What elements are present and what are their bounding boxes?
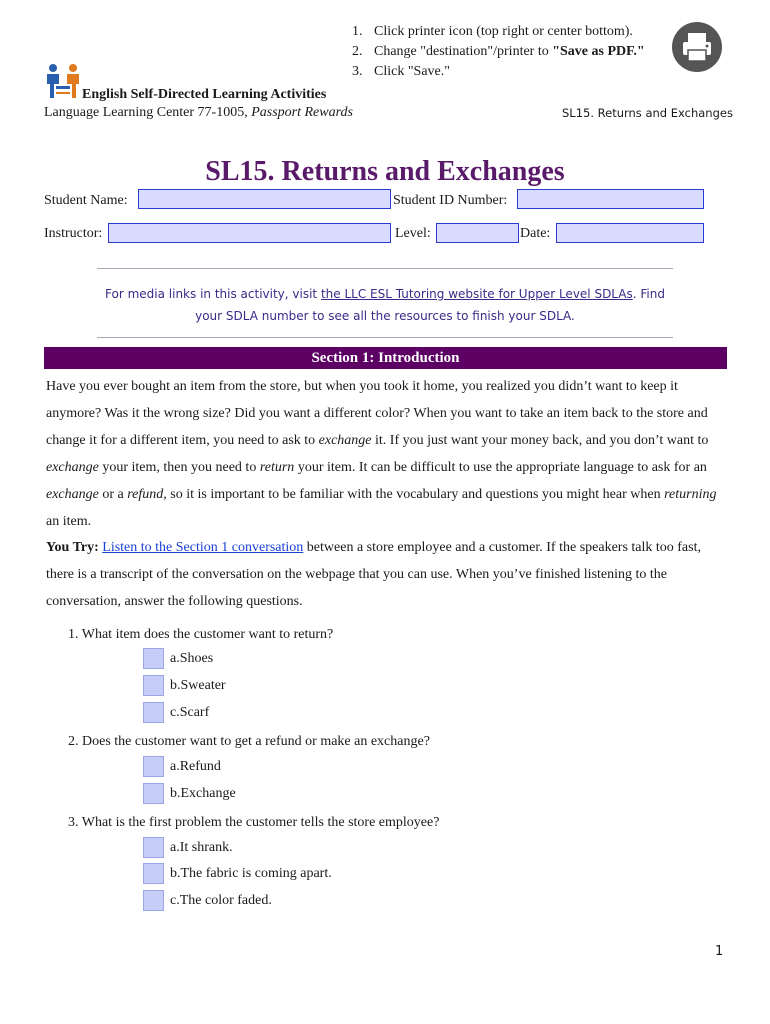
student-id-field[interactable] bbox=[517, 189, 704, 209]
question-1: 1. What item does the customer want to return? bbox=[68, 627, 334, 642]
checkbox[interactable] bbox=[143, 675, 164, 696]
organization-title: English Self-Directed Learning Activities bbox=[82, 87, 327, 102]
printer-icon[interactable] bbox=[672, 22, 722, 72]
checkbox[interactable] bbox=[143, 756, 164, 777]
tutoring-website-link[interactable]: the LLC ESL Tutoring website for Upper Level SDLAs bbox=[320, 287, 633, 301]
date-label: Date: bbox=[520, 226, 551, 241]
checkbox[interactable] bbox=[143, 648, 164, 669]
page-number: 1 bbox=[715, 944, 724, 959]
student-name-field[interactable] bbox=[138, 189, 391, 209]
instructor-label: Instructor: bbox=[44, 226, 103, 241]
activity-code: SL15. Returns and Exchanges bbox=[562, 106, 733, 120]
instruction-2: 2. Change "destination"/printer to "Save as PDF." bbox=[352, 44, 645, 59]
llc-logo-icon bbox=[44, 62, 82, 102]
instructor-field[interactable] bbox=[108, 223, 391, 243]
date-field[interactable] bbox=[556, 223, 704, 243]
divider-top bbox=[97, 268, 673, 269]
divider-bottom bbox=[97, 337, 673, 338]
center-line: Language Learning Center 77-1005, Passport Rewards bbox=[44, 105, 353, 120]
student-name-label: Student Name: bbox=[44, 193, 128, 208]
print-instructions bbox=[352, 22, 645, 82]
student-id-label: Student ID Number: bbox=[393, 193, 508, 208]
checkbox[interactable] bbox=[143, 783, 164, 804]
question-2: 2. Does the customer want to get a refund or make an exchange? bbox=[68, 734, 430, 749]
checkbox[interactable] bbox=[143, 837, 164, 858]
intro-paragraph: Have you ever bought an item from the store, but when you took it home, you realized you didn’t want to keep it anymore? Was it the wrong size? Did you want a different color? When you want to take an item back to the store and change it for a different item, you need to ask to exchange it. If you just want your money back, and you don’t want to exchange your item, then you need to return your item. It can be difficult to use the appropriate language to ask for an exchange or a refund, so it is important to be familiar with the vocabulary and questions you might hear when returning an item. bbox=[46, 379, 717, 529]
question-3: 3. What is the first problem the customer tells the store employee? bbox=[68, 815, 440, 830]
section-1-conversation-link[interactable]: Listen to the Section 1 conversation bbox=[102, 540, 304, 555]
checkbox[interactable] bbox=[143, 890, 164, 911]
instruction-1: 1. Click printer icon (top right or center bottom). bbox=[352, 24, 633, 39]
level-label: Level: bbox=[395, 226, 431, 241]
checkbox[interactable] bbox=[143, 702, 164, 723]
you-try-paragraph: You Try: Listen to the Section 1 conversation between a store employee and a customer. If the speakers talk too fast, there is a transcript of the conversation on the webpage that you can use. When you’ve finished listening to the conversation, answer the following questions. bbox=[46, 540, 701, 609]
media-note: For media links in this activity, visit the LLC ESL Tutoring website for Upper Level SDLAs. Find your SDLA number to see all the resources to finish your SDLA. bbox=[105, 287, 665, 323]
section-1-header: Section 1: Introduction bbox=[44, 347, 727, 369]
checkbox[interactable] bbox=[143, 863, 164, 884]
page-title: SL15. Returns and Exchanges bbox=[205, 156, 565, 187]
instruction-3: 3. Click "Save." bbox=[352, 64, 450, 79]
level-field[interactable] bbox=[436, 223, 519, 243]
